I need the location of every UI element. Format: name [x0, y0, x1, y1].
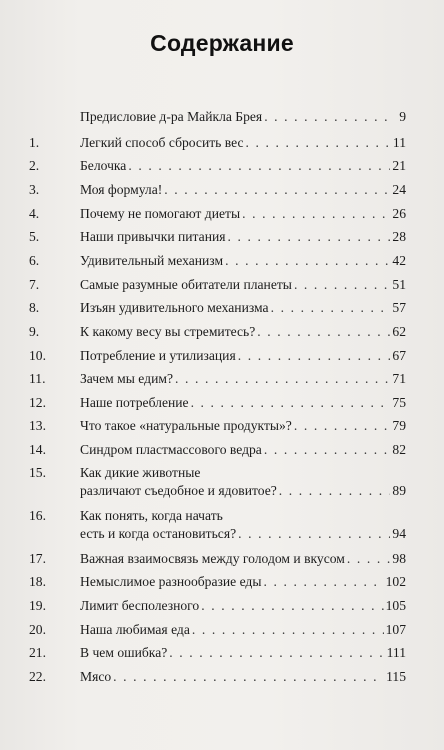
toc-entry-number: 1. [29, 135, 40, 150]
toc-entry-text [80, 228, 406, 246]
toc-entry-text [80, 157, 406, 175]
toc-entry-text [80, 507, 406, 543]
toc-entry-text [80, 464, 406, 500]
toc-entry-title: Самые разумные обитатели планеты [80, 277, 292, 292]
toc-entry-number: 22. [29, 669, 46, 684]
toc-entry-page: 102 [385, 574, 406, 589]
page-title: Содержание [150, 30, 294, 56]
toc-entry-page: 9 [399, 109, 406, 124]
toc-entry-number: 16. [29, 508, 46, 523]
toc-entry-line [80, 252, 406, 270]
dot-leader [238, 347, 390, 365]
toc-entry-number: 5. [29, 229, 40, 244]
toc-entry-line [80, 181, 406, 199]
toc-entry-number: 19. [29, 598, 46, 613]
toc-entry-text [80, 134, 406, 152]
dot-leader [113, 668, 384, 686]
toc-entry-title: Зачем мы едим? [80, 371, 173, 386]
toc-entry-text [80, 205, 406, 223]
toc-entry-number: 17. [29, 551, 46, 566]
toc-entry-line [80, 108, 406, 126]
toc-entry-text [80, 597, 406, 615]
toc-entry-line [80, 323, 406, 341]
toc-entry-page: 82 [392, 442, 406, 457]
toc-entry-text [80, 573, 406, 591]
toc-entry-title: есть и когда остановиться? [80, 526, 237, 541]
toc-entry-page: 28 [392, 229, 406, 244]
toc-entry-number: 18. [29, 574, 46, 589]
toc-entry-title: Легкий способ сбросить вес [80, 135, 244, 150]
toc-entry-title: К какому весу вы стремитесь? [80, 324, 256, 339]
toc-entry-title: Удивительный механизм [80, 253, 224, 268]
toc-entry-title: Наша любимая еда [80, 622, 190, 637]
toc-entry-page: 42 [392, 253, 406, 268]
toc-entry-page: 24 [392, 182, 406, 197]
toc-entry-line [80, 550, 406, 568]
dot-leader [257, 323, 390, 341]
toc-entry-number: 21. [29, 645, 46, 660]
toc-entry-number: 12. [29, 395, 46, 410]
dot-leader [294, 417, 390, 435]
toc-entry-title: Предисловие д-ра Майкла Брея [80, 109, 263, 124]
toc-entry-line [80, 134, 406, 152]
dot-leader [175, 370, 390, 388]
toc-entry-text [80, 441, 406, 459]
toc-entry-line [80, 157, 406, 175]
toc-entry-page: 57 [392, 300, 406, 315]
toc-entry-line [80, 668, 406, 686]
toc-entry-text [80, 394, 406, 412]
toc-entry-number: 9. [29, 324, 40, 339]
toc-entry-title: Потребление и утилизация [80, 348, 236, 363]
toc-entry-number: 13. [29, 418, 46, 433]
toc-entry-title-line1: Как понять, когда начать [80, 508, 223, 523]
dot-leader [264, 108, 390, 126]
toc-entry-line [80, 370, 406, 388]
toc-entry-line [80, 228, 406, 246]
toc-entry-number: 15. [29, 465, 46, 480]
toc-entry-line [80, 441, 406, 459]
toc-entry-title: Немыслимое разнообразие еды [80, 574, 262, 589]
toc-entry-title: Мясо [80, 669, 112, 684]
toc-entry-line [80, 205, 406, 223]
toc-entry-number: 8. [29, 300, 40, 315]
toc-entry-title: Что такое «натуральные продукты»? [80, 418, 292, 433]
toc-entry-line [80, 276, 406, 294]
toc-entry-page: 75 [392, 395, 406, 410]
toc-entry-page: 21 [392, 158, 406, 173]
dot-leader [128, 157, 390, 175]
toc-entry-text [80, 621, 406, 639]
toc-entry-text [80, 323, 406, 341]
dot-leader [246, 134, 390, 152]
dot-leader [225, 252, 390, 270]
toc-entry-page: 94 [392, 526, 406, 541]
toc-entry-title: Лимит бесполезного [80, 598, 200, 613]
toc-entry-page: 115 [386, 669, 406, 684]
dot-leader [238, 525, 390, 543]
dot-leader [294, 276, 390, 294]
dot-leader [164, 181, 390, 199]
dot-leader [192, 621, 384, 639]
toc-entry-number: 11. [29, 371, 46, 386]
toc-entry-text [80, 370, 406, 388]
toc-entry-page: 105 [385, 598, 406, 613]
toc-entry-line [80, 573, 406, 591]
toc-entry-number: 20. [29, 622, 46, 637]
toc-entry-page: 26 [392, 206, 406, 221]
toc-entry-title: Почему не помогают диеты [80, 206, 241, 221]
toc-entry-title: Моя формула! [80, 182, 163, 197]
toc-entry-page: 71 [392, 371, 406, 386]
toc-entry-number: 2. [29, 158, 40, 173]
toc-entry-title: Важная взаимосвязь между голодом и вкусом [80, 551, 345, 566]
dot-leader [169, 644, 384, 662]
toc-entry-number: 7. [29, 277, 40, 292]
toc-entry-title: В чем ошибка? [80, 645, 168, 660]
dot-leader [264, 441, 390, 459]
toc-entry-page: 89 [392, 483, 406, 498]
toc-entry-page: 11 [392, 135, 406, 150]
toc-entry-line [80, 644, 406, 662]
toc-entry-title: Синдром пластмассового ведра [80, 442, 262, 457]
toc-entry-page: 62 [392, 324, 406, 339]
toc-entry-text [80, 417, 406, 435]
toc-entry-text [80, 108, 406, 126]
toc-entry-page: 107 [385, 622, 406, 637]
toc-entry-line [80, 525, 406, 543]
toc-entry-page: 111 [386, 645, 406, 660]
toc-entry-page: 98 [392, 551, 406, 566]
toc-entry-title: Наши привычки питания [80, 229, 226, 244]
dot-leader [191, 394, 390, 412]
toc-entry-line [80, 417, 406, 435]
toc-entry-text [80, 252, 406, 270]
dot-leader [201, 597, 383, 615]
toc-entry-line [80, 621, 406, 639]
toc-entry-title: Наше потребление [80, 395, 189, 410]
dot-leader [242, 205, 390, 223]
toc-entry-title-line1: Как дикие животные [80, 465, 201, 480]
toc-entry-line [80, 482, 406, 500]
toc-entry-text [80, 299, 406, 317]
toc-entry-number: 6. [29, 253, 40, 268]
toc-entry-text [80, 181, 406, 199]
toc-entry-text [80, 347, 406, 365]
dot-leader [347, 550, 390, 568]
toc-entry-line [80, 597, 406, 615]
dot-leader [263, 573, 383, 591]
toc-entry-line [80, 347, 406, 365]
toc-entry-text [80, 276, 406, 294]
toc-entry-text [80, 668, 406, 686]
toc-entry-title: различают съедобное и ядовитое? [80, 483, 277, 498]
toc-entry-title: Изъян удивительного механизма [80, 300, 269, 315]
toc-entry-page: 79 [392, 418, 406, 433]
toc-entry-page: 51 [392, 277, 406, 292]
toc-entry-number: 10. [29, 348, 46, 363]
toc-entry-text [80, 644, 406, 662]
toc-entry-page: 67 [392, 348, 406, 363]
toc-entry-number: 4. [29, 206, 40, 221]
toc-entry-number: 3. [29, 182, 40, 197]
toc-entry-line [80, 299, 406, 317]
toc-entry-text [80, 550, 406, 568]
toc-entry-title: Белочка [80, 158, 127, 173]
toc-entry-number: 14. [29, 442, 46, 457]
dot-leader [271, 299, 390, 317]
dot-leader [228, 228, 391, 246]
toc-entry-line [80, 394, 406, 412]
dot-leader [279, 482, 390, 500]
